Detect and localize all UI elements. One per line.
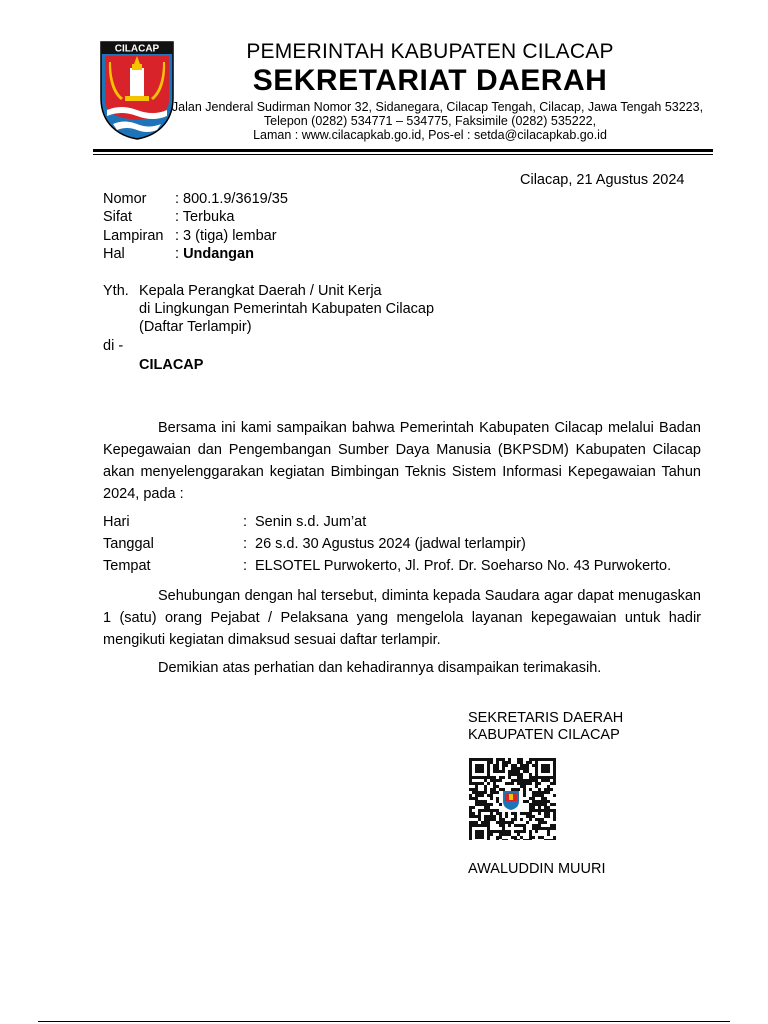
meta-label-hal: Hal (103, 246, 125, 262)
meta-hal-separator: : (175, 246, 184, 262)
meta-label-sifat: Sifat (103, 209, 133, 225)
footer-divider (38, 1021, 730, 1022)
letterhead-web: Laman : www.cilacapkab.go.id, Pos-el : setda@cilacapkab.go.id (253, 128, 607, 142)
detail-sep-tempat: : (243, 558, 248, 574)
detail-label-tempat: Tempat (103, 558, 151, 574)
body-paragraph-3 (103, 657, 701, 679)
meta-label-nomor: Nomor (103, 191, 147, 207)
subject-text: Undangan (183, 246, 254, 262)
signature-title-1: SEKRETARIS DAERAH (468, 710, 624, 726)
detail-sep-tanggal: : (243, 536, 248, 552)
paragraph-3-text: Demikian atas perhatian dan kehadirannya disampaikan terimakasih. (158, 660, 602, 676)
detail-value-hari: Senin s.d. Jum’at (255, 514, 367, 530)
letterhead-divider-thin (93, 154, 713, 155)
letterhead-phone: Telepon (0282) 534771 – 534775, Faksimile (0282) 535222, (263, 114, 597, 128)
letter-date: Cilacap, 21 Agustus 2024 (520, 172, 685, 188)
signature-name: AWALUDDIN MUURI (468, 861, 606, 877)
meta-label-lampiran: Lampiran (103, 228, 164, 244)
paragraph-2-text: Sehubungan dengan hal tersebut, diminta kepada Saudara agar dapat menugaskan 1 (satu) orang Pejabat / Pelaksana yang mengelola layanan kepegawaian untuk hadir mengikuti kegiatan dimaksud sesuai daftar terlampir. (103, 588, 701, 648)
recipient-yth: Yth. (103, 283, 129, 299)
detail-sep-hari: : (243, 514, 248, 530)
letterhead-government: PEMERINTAH KABUPATEN CILACAP (246, 40, 614, 63)
letterhead-office: SEKRETARIAT DAERAH (252, 64, 608, 97)
recipient-city: CILACAP (139, 357, 204, 373)
paragraph-1-text: Bersama ini kami sampaikan bahwa Pemerintah Kabupaten Cilacap melalui Badan Kepegawaian dan Pengembangan Sumber Daya Manusia (BKPSDM) Kabupaten Cilacap akan menyelenggarakan kegiatan Bimbingan Teknis Sistem Informasi Kepegawaian Tahun 2024, pada : (103, 420, 701, 502)
qr-code-icon (469, 758, 557, 840)
body-paragraph-1 (103, 417, 701, 505)
meta-value-nomor: : 800.1.9/3619/35 (175, 191, 288, 207)
meta-value-sifat: : Terbuka (175, 209, 235, 225)
detail-label-hari: Hari (103, 514, 130, 530)
recipient-di: di - (103, 338, 124, 354)
signature-title-2: KABUPATEN CILACAP (468, 727, 620, 743)
recipient-line-3: (Daftar Terlampir) (139, 319, 252, 335)
recipient-line-2: di Lingkungan Pemerintah Kabupaten Cilacap (139, 301, 435, 317)
meta-value-hal (175, 245, 254, 263)
letterhead-address: Jalan Jenderal Sudirman Nomor 32, Sidanegara, Cilacap Tengah, Cilacap, Jawa Tengah 53223, (171, 100, 704, 114)
detail-label-tanggal: Tanggal (103, 536, 154, 552)
letterhead-divider-thick (93, 149, 713, 152)
body-paragraph-2 (103, 585, 701, 651)
detail-value-tempat: ELSOTEL Purwokerto, Jl. Prof. Dr. Soeharso No. 43 Purwokerto. (255, 558, 672, 574)
logo-text: CILACAP (114, 43, 160, 55)
detail-value-tanggal: 26 s.d. 30 Agustus 2024 (jadwal terlampir) (255, 536, 526, 552)
recipient-line-1: Kepala Perangkat Daerah / Unit Kerja (139, 283, 382, 299)
meta-value-lampiran: : 3 (tiga) lembar (175, 228, 277, 244)
